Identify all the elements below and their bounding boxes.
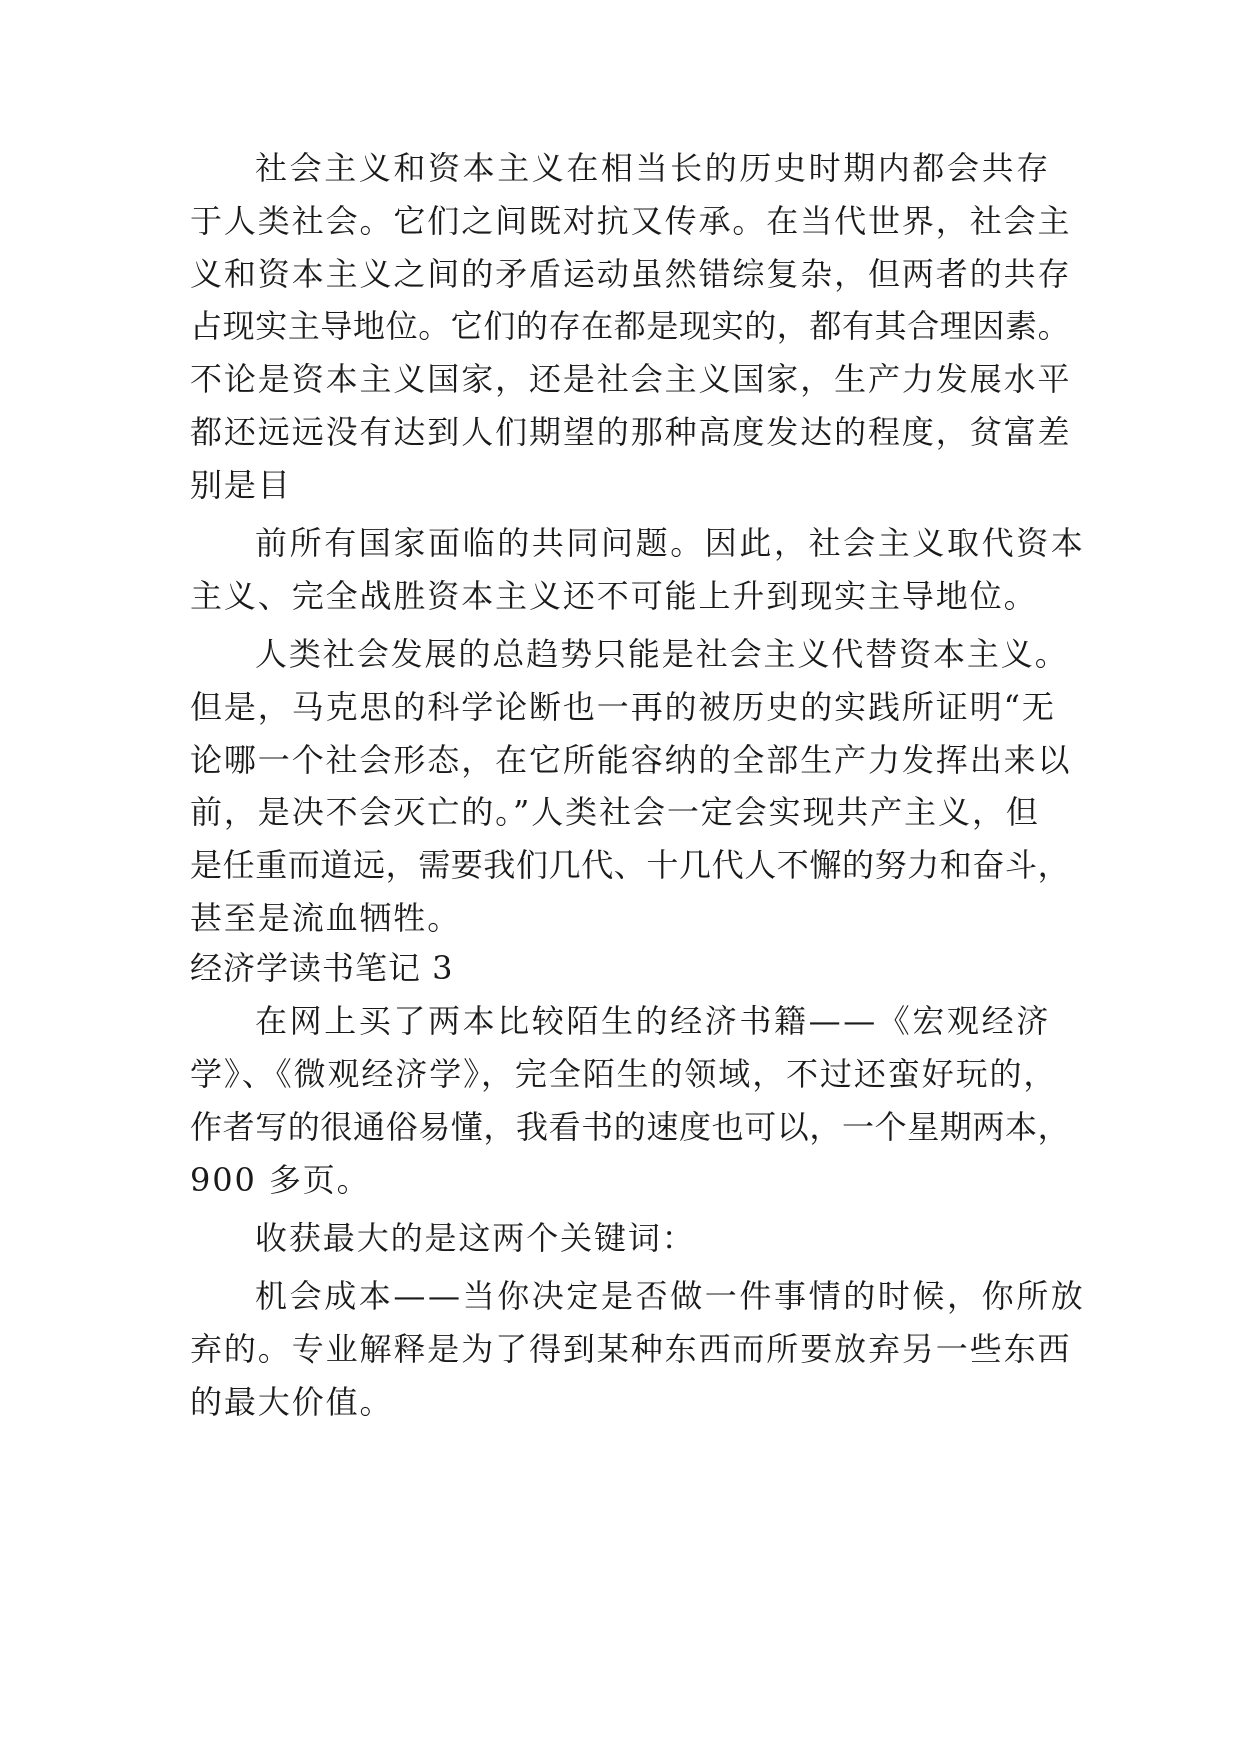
paragraph-line: 但是，马克思的科学论断也一再的被历史的实践所证明“无: [190, 688, 1056, 726]
paragraph-line: 的最大价值。: [190, 1383, 394, 1421]
paragraph-line: 前所有国家面临的共同问题。因此，社会主义取代资本: [255, 524, 1086, 562]
paragraph-line: 占现实主导地位。它们的存在都是现实的，都有其合理因素。: [190, 307, 1071, 345]
paragraph-line: 是任重而道远，需要我们几代、十几代人不懈的努力和奋斗，: [190, 846, 1071, 884]
paragraph-line: 学》、《微观经济学》，完全陌生的领域，不过还蛮好玩的，: [190, 1055, 1058, 1093]
paragraph-line: 甚至是流血牺牲。: [190, 899, 462, 937]
paragraph-line: 社会主义和资本主义在相当长的历史时期内都会共存: [255, 149, 1051, 187]
paragraph-line: 主义、完全战胜资本主义还不可能上升到现实主导地位。: [190, 577, 1038, 615]
paragraph-line: 都还远远没有达到人们期望的那种高度发达的程度，贫富差: [190, 413, 1072, 451]
paragraph-line: 作者写的很通俗易懂，我看书的速度也可以，一个星期两本，: [190, 1108, 1071, 1146]
paragraph-line: 前，是决不会灭亡的。”人类社会一定会实现共产主义，但: [190, 793, 1040, 831]
paragraph-line: 别是目: [190, 466, 292, 504]
paragraph-line: 收获最大的是这两个关键词：: [255, 1219, 696, 1257]
paragraph-line: 机会成本——当你决定是否做一件事情的时候，你所放: [255, 1277, 1086, 1315]
paragraph-line: 人类社会发展的总趋势只能是社会主义代替资本主义。: [255, 635, 1069, 673]
section-heading: 经济学读书笔记 3: [190, 949, 454, 987]
paragraph-line: 义和资本主义之间的矛盾运动虽然错综复杂，但两者的共存: [190, 255, 1072, 293]
paragraph-line: 弃的。专业解释是为了得到某种东西而所要放弃另一些东西: [190, 1330, 1072, 1368]
paragraph-line: 在网上买了两本比较陌生的经济书籍——《宏观经济: [255, 1002, 1051, 1040]
paragraph-line: 论哪一个社会形态，在它所能容纳的全部生产力发挥出来以: [190, 741, 1072, 779]
paragraph-line: 不论是资本主义国家，还是社会主义国家，生产力发展水平: [190, 360, 1072, 398]
paragraph-line: 于人类社会。它们之间既对抗又传承。在当代世界，社会主: [190, 202, 1072, 240]
paragraph-line: 900 多页。: [190, 1161, 371, 1199]
